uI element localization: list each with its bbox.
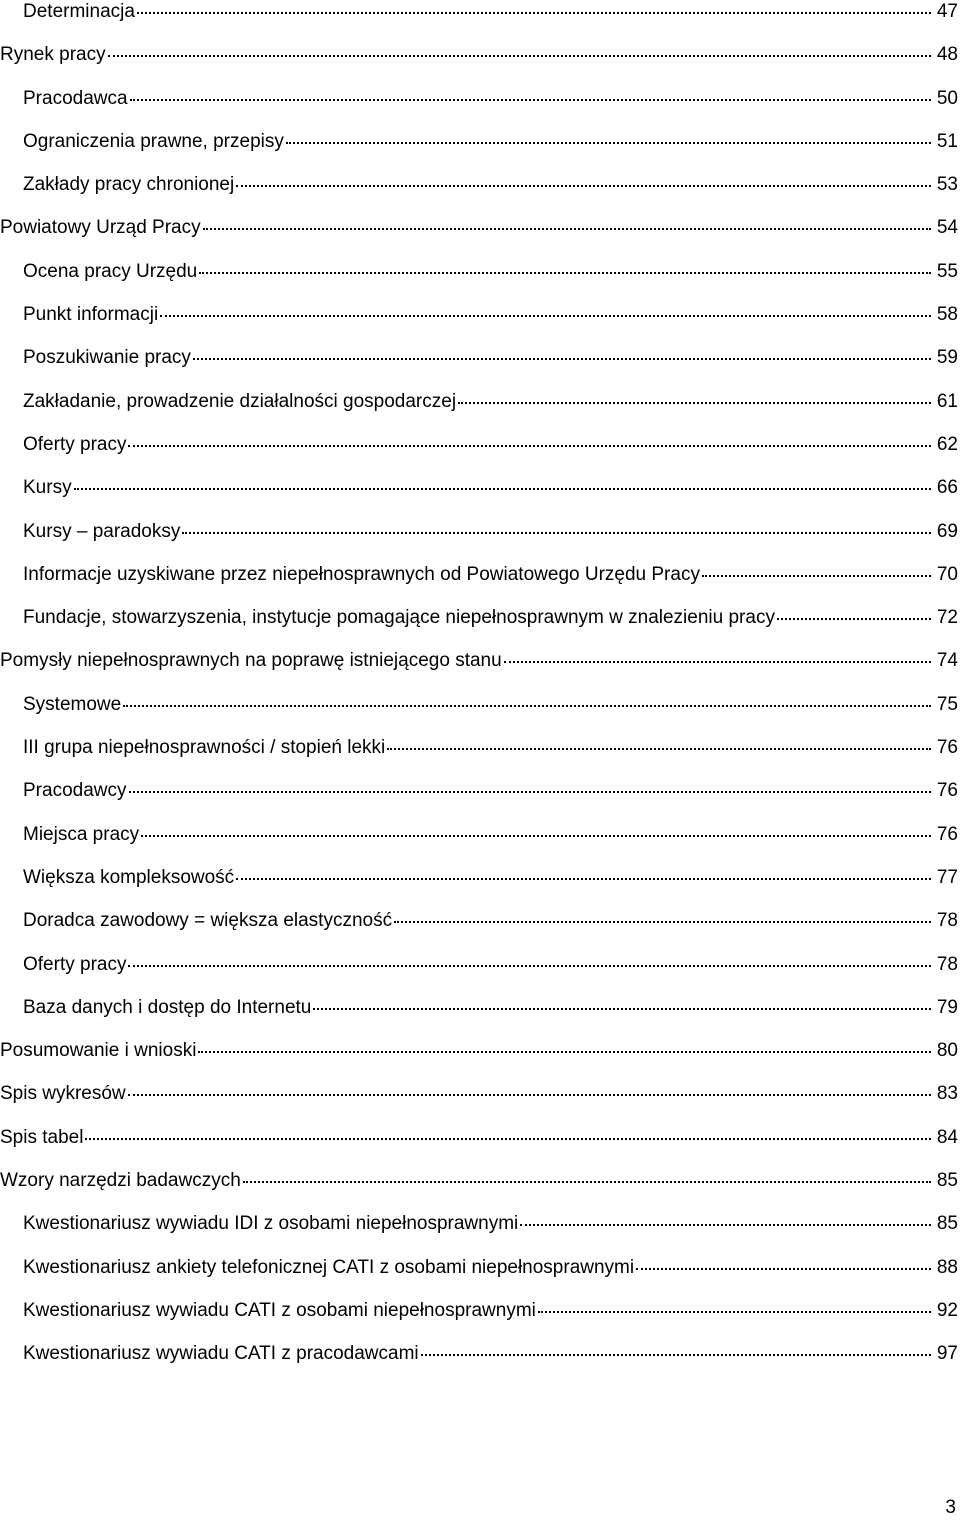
- toc-entry-title[interactable]: Oferty pracy: [23, 433, 127, 455]
- toc-entry[interactable]: [0, 43, 960, 86]
- toc-entry-title[interactable]: Pomysły niepełnosprawnych na poprawę istniejącego stanu: [0, 650, 502, 672]
- toc-entry-page[interactable]: 97: [936, 1343, 958, 1365]
- toc-entry-page[interactable]: 70: [936, 563, 958, 585]
- toc-dot-leader: [85, 1137, 930, 1140]
- toc-dot-leader: [203, 227, 931, 230]
- toc-dot-leader: [74, 487, 931, 490]
- toc-dot-leader: [128, 964, 930, 967]
- toc-entry-title[interactable]: Pracodawca: [23, 87, 128, 109]
- toc-entry-page[interactable]: 88: [936, 1256, 958, 1278]
- toc-entry[interactable]: [0, 0, 960, 43]
- toc-dot-leader: [160, 314, 931, 317]
- toc-entry-page[interactable]: 72: [936, 607, 958, 629]
- toc-dot-leader: [538, 1310, 931, 1313]
- toc-entry-page[interactable]: 55: [936, 260, 958, 282]
- toc-entry[interactable]: [0, 1256, 960, 1299]
- toc-entry[interactable]: [0, 433, 960, 476]
- toc-entry[interactable]: [0, 87, 960, 130]
- toc-entry-page[interactable]: 62: [936, 433, 958, 455]
- toc-entry[interactable]: [0, 216, 960, 259]
- toc-entry-title[interactable]: Ograniczenia prawne, przepisy: [23, 130, 284, 152]
- toc-entry-page[interactable]: 92: [936, 1299, 958, 1321]
- toc-entry-title[interactable]: Fundacje, stowarzyszenia, instytucje pomagające niepełnosprawnym w znalezieniu pracy: [23, 607, 775, 629]
- toc-dot-leader: [123, 704, 931, 707]
- toc-entry-page[interactable]: 75: [936, 693, 958, 715]
- toc-dot-leader: [286, 141, 931, 144]
- toc-entry-title[interactable]: Poszukiwanie pracy: [23, 347, 191, 369]
- toc-entry-title[interactable]: III grupa niepełnosprawności / stopień lekki: [23, 737, 386, 759]
- toc-entry-page[interactable]: 77: [936, 866, 958, 888]
- toc-entry[interactable]: [0, 953, 960, 996]
- toc-dot-leader: [458, 401, 931, 404]
- toc-entry-title[interactable]: Spis tabel: [0, 1126, 84, 1148]
- toc-entry-title[interactable]: Ocena pracy Urzędu: [23, 260, 198, 282]
- toc-dot-leader: [108, 54, 931, 57]
- toc-entry-page[interactable]: 74: [936, 650, 958, 672]
- toc-entry-title[interactable]: Doradca zawodowy = większa elastyczność: [23, 910, 393, 932]
- toc-entry[interactable]: [0, 996, 960, 1039]
- toc-dot-leader: [129, 790, 931, 793]
- toc-entry-title[interactable]: Kursy: [23, 477, 72, 499]
- toc-entry-title[interactable]: Kwestionariusz ankiety telefonicznej CATI z osobami niepełnosprawnymi: [23, 1256, 635, 1278]
- toc-entry-page[interactable]: 47: [936, 1, 958, 22]
- toc-entry-page[interactable]: 48: [936, 44, 958, 66]
- toc-entry[interactable]: [0, 606, 960, 649]
- toc-entry-page[interactable]: 78: [936, 953, 958, 975]
- toc-entry-title[interactable]: Posumowanie i wnioski: [0, 1040, 197, 1062]
- toc-entry-title[interactable]: Kwestionariusz wywiadu CATI z pracodawcami: [23, 1343, 419, 1365]
- toc-dot-leader: [636, 1267, 931, 1270]
- toc-dot-leader: [128, 1093, 931, 1096]
- toc-dot-leader: [199, 271, 931, 274]
- toc-entry-title[interactable]: Baza danych i dostęp do Internetu: [23, 996, 312, 1018]
- toc-entry[interactable]: [0, 649, 960, 692]
- toc-entry-page[interactable]: 78: [936, 910, 958, 932]
- toc-entry-page[interactable]: 76: [936, 737, 958, 759]
- toc-entry-title[interactable]: Powiatowy Urząd Pracy: [0, 217, 201, 239]
- toc-dot-leader: [141, 834, 931, 837]
- toc-entry-title[interactable]: Rynek pracy: [0, 44, 106, 66]
- toc-entry[interactable]: [0, 823, 960, 866]
- toc-entry-page[interactable]: 84: [936, 1126, 958, 1148]
- toc-entry-title[interactable]: Zakładanie, prowadzenie działalności gospodarczej: [23, 390, 457, 412]
- toc-entry-title[interactable]: Systemowe: [23, 693, 122, 715]
- toc-entry[interactable]: [0, 1169, 960, 1212]
- toc-entry-page[interactable]: 54: [936, 217, 958, 239]
- toc-entry-page[interactable]: 80: [936, 1040, 958, 1062]
- toc-entry-page[interactable]: 61: [936, 390, 958, 412]
- toc-dot-leader: [193, 357, 931, 360]
- toc-entry-page[interactable]: 76: [936, 780, 958, 802]
- toc-dot-leader: [198, 1050, 930, 1053]
- toc-entry[interactable]: [0, 779, 960, 822]
- toc-entry-page[interactable]: 85: [936, 1170, 958, 1192]
- toc-entry[interactable]: [0, 346, 960, 389]
- toc-entry[interactable]: [0, 1039, 960, 1082]
- toc-entry[interactable]: [0, 173, 960, 216]
- toc-entry-page[interactable]: 53: [936, 174, 958, 196]
- toc-dot-leader: [504, 660, 931, 663]
- toc-dot-leader: [394, 920, 931, 923]
- toc-dot-leader: [137, 11, 931, 14]
- toc-entry-page[interactable]: 69: [936, 520, 958, 542]
- toc-entry[interactable]: [0, 1299, 960, 1342]
- toc-entry-page[interactable]: 51: [936, 130, 958, 152]
- toc-entry-title[interactable]: Informacje uzyskiwane przez niepełnosprawnych od Powiatowego Urzędu Pracy: [23, 563, 700, 585]
- toc-entry[interactable]: [0, 1342, 960, 1385]
- toc-dot-leader: [182, 531, 931, 534]
- toc-dot-leader: [421, 1353, 931, 1356]
- toc-entry-title[interactable]: Spis wykresów: [0, 1083, 126, 1105]
- toc-entry[interactable]: [0, 303, 960, 346]
- toc-entry-title[interactable]: Punkt informacji: [23, 304, 159, 326]
- toc-entry-title[interactable]: Oferty pracy: [23, 953, 127, 975]
- toc-entry[interactable]: [0, 260, 960, 303]
- toc-dot-leader: [243, 1180, 931, 1183]
- toc-entry-page[interactable]: 79: [936, 996, 958, 1018]
- toc-entry-title[interactable]: Kwestionariusz wywiadu CATI z osobami niepełnosprawnymi: [23, 1299, 536, 1321]
- toc-entry-page[interactable]: 85: [936, 1213, 958, 1235]
- toc-dot-leader: [313, 1007, 930, 1010]
- toc-entry-title[interactable]: Determinacja: [23, 1, 135, 22]
- toc-dot-leader: [236, 877, 931, 880]
- toc-entry-title[interactable]: Kwestionariusz wywiadu IDI z osobami niepełnosprawnymi: [23, 1213, 519, 1235]
- toc-dot-leader: [387, 747, 931, 750]
- toc-entry[interactable]: [0, 520, 960, 563]
- toc-dot-leader: [130, 98, 931, 101]
- toc-dot-leader: [128, 444, 930, 447]
- toc-entry-page[interactable]: 58: [936, 304, 958, 326]
- toc-dot-leader: [520, 1223, 931, 1226]
- toc-entry-page[interactable]: 66: [936, 477, 958, 499]
- toc-entry[interactable]: [0, 693, 960, 736]
- toc-entry[interactable]: [0, 909, 960, 952]
- toc-entry-title[interactable]: Większa kompleksowość: [23, 866, 235, 888]
- toc-entry[interactable]: [0, 736, 960, 779]
- toc-entry-title[interactable]: Miejsca pracy: [23, 823, 140, 845]
- toc-entry-title[interactable]: Wzory narzędzi badawczych: [0, 1170, 241, 1192]
- toc-entry[interactable]: [0, 1212, 960, 1255]
- toc-entry[interactable]: [0, 1082, 960, 1125]
- toc-entry-title[interactable]: Zakłady pracy chronionej: [23, 174, 235, 196]
- toc-entry[interactable]: [0, 130, 960, 173]
- toc-entry-title[interactable]: Kursy – paradoksy: [23, 520, 181, 542]
- toc-dot-leader: [236, 184, 931, 187]
- toc-dot-leader: [702, 574, 931, 577]
- toc-entry-title[interactable]: Pracodawcy: [23, 780, 127, 802]
- toc-entry-page[interactable]: 76: [936, 823, 958, 845]
- toc-entry[interactable]: [0, 1126, 960, 1169]
- toc-entry-page[interactable]: 83: [936, 1083, 958, 1105]
- toc-entry[interactable]: [0, 563, 960, 606]
- toc-entry[interactable]: [0, 866, 960, 909]
- toc-entry-page[interactable]: 50: [936, 87, 958, 109]
- toc-dot-leader: [777, 617, 931, 620]
- toc-entry-page[interactable]: 59: [936, 347, 958, 369]
- page-number: 3: [945, 1497, 956, 1518]
- toc-entry[interactable]: [0, 476, 960, 519]
- toc-entry[interactable]: [0, 390, 960, 433]
